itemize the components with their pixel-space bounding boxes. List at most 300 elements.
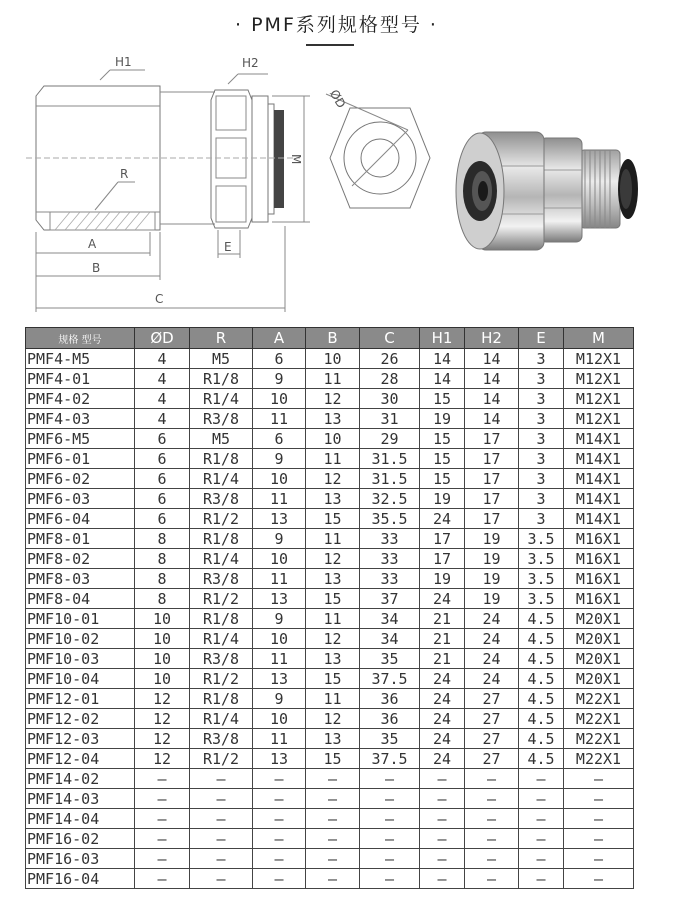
spec-cell: 24	[420, 669, 465, 689]
spec-cell: 3.5	[519, 569, 564, 589]
spec-cell: 11	[253, 649, 306, 669]
spec-table	[25, 327, 634, 889]
spec-cell: 10	[253, 469, 306, 489]
spec-cell: 24	[420, 729, 465, 749]
spec-cell: 15	[306, 749, 360, 769]
table-row	[26, 509, 634, 529]
table-row	[26, 829, 634, 849]
spec-cell: 4	[135, 369, 190, 389]
spec-cell: M20X1	[564, 669, 634, 689]
spec-cell: 3	[519, 509, 564, 529]
spec-cell: 27	[465, 729, 519, 749]
spec-cell: 13	[253, 589, 306, 609]
spec-cell: —	[519, 829, 564, 849]
model-cell: PMF10-02	[26, 629, 135, 649]
spec-cell: 13	[306, 649, 360, 669]
spec-cell: 15	[306, 669, 360, 689]
spec-cell: R1/8	[190, 369, 253, 389]
spec-cell: 10	[253, 549, 306, 569]
table-row	[26, 669, 634, 689]
spec-cell: 21	[420, 649, 465, 669]
spec-cell: R3/8	[190, 409, 253, 429]
spec-cell: R3/8	[190, 569, 253, 589]
model-cell: PMF8-04	[26, 589, 135, 609]
spec-cell: 11	[253, 489, 306, 509]
model-cell: PMF14-04	[26, 809, 135, 829]
model-cell: PMF4-01	[26, 369, 135, 389]
spec-cell: 4.5	[519, 649, 564, 669]
spec-cell: 12	[135, 689, 190, 709]
model-cell: PMF16-02	[26, 829, 135, 849]
spec-cell: R3/8	[190, 489, 253, 509]
spec-cell: —	[564, 869, 634, 889]
model-cell: PMF8-01	[26, 529, 135, 549]
spec-cell: 24	[465, 649, 519, 669]
spec-cell: M22X1	[564, 709, 634, 729]
column-header: E	[519, 328, 564, 349]
dim-od: ØD	[326, 87, 349, 111]
page-title: · PMF系列规格型号 ·	[235, 14, 438, 36]
column-header: B	[306, 328, 360, 349]
column-header: H2	[465, 328, 519, 349]
spec-cell: M14X1	[564, 489, 634, 509]
model-cell: PMF6-M5	[26, 429, 135, 449]
spec-cell: —	[360, 809, 420, 829]
table-row	[26, 609, 634, 629]
spec-cell: 3	[519, 449, 564, 469]
spec-cell: 12	[135, 729, 190, 749]
spec-cell: —	[306, 849, 360, 869]
spec-cell: 8	[135, 549, 190, 569]
spec-cell: —	[190, 809, 253, 829]
model-cell: PMF4-M5	[26, 349, 135, 369]
spec-cell: 35.5	[360, 509, 420, 529]
spec-cell: —	[306, 769, 360, 789]
column-header: A	[253, 328, 306, 349]
spec-cell: 4.5	[519, 669, 564, 689]
spec-cell: 13	[306, 489, 360, 509]
table-row	[26, 809, 634, 829]
model-cell: PMF10-04	[26, 669, 135, 689]
spec-cell: 30	[360, 389, 420, 409]
spec-cell: 33	[360, 569, 420, 589]
spec-cell: 11	[306, 369, 360, 389]
spec-cell: 10	[135, 629, 190, 649]
table-row	[26, 769, 634, 789]
model-cell: PMF6-02	[26, 469, 135, 489]
spec-cell: 12	[306, 629, 360, 649]
spec-cell: 11	[306, 689, 360, 709]
model-cell: PMF6-03	[26, 489, 135, 509]
spec-cell: M22X1	[564, 689, 634, 709]
spec-cell: M14X1	[564, 509, 634, 529]
spec-cell: 17	[465, 509, 519, 529]
spec-cell: —	[465, 829, 519, 849]
spec-cell: —	[135, 809, 190, 829]
table-row	[26, 409, 634, 429]
spec-cell: M14X1	[564, 469, 634, 489]
spec-cell: 9	[253, 529, 306, 549]
spec-cell: 6	[135, 469, 190, 489]
spec-cell: —	[564, 849, 634, 869]
spec-cell: —	[420, 829, 465, 849]
spec-cell: —	[465, 849, 519, 869]
spec-cell: —	[465, 809, 519, 829]
spec-cell: 31.5	[360, 469, 420, 489]
spec-cell: 10	[253, 389, 306, 409]
spec-cell: 4.5	[519, 729, 564, 749]
spec-cell: —	[420, 849, 465, 869]
table-row	[26, 449, 634, 469]
spec-cell: R1/4	[190, 469, 253, 489]
spec-cell: R1/8	[190, 609, 253, 629]
spec-cell: 15	[420, 469, 465, 489]
spec-cell: 13	[306, 729, 360, 749]
column-header: ØD	[135, 328, 190, 349]
spec-cell: 24	[420, 509, 465, 529]
spec-cell: 11	[306, 449, 360, 469]
spec-cell: R1/8	[190, 689, 253, 709]
spec-cell: M16X1	[564, 529, 634, 549]
spec-cell: 26	[360, 349, 420, 369]
model-cell: PMF10-03	[26, 649, 135, 669]
spec-cell: 33	[360, 549, 420, 569]
spec-cell: 10	[253, 629, 306, 649]
spec-cell: —	[253, 769, 306, 789]
spec-cell: 14	[465, 409, 519, 429]
spec-cell: —	[360, 769, 420, 789]
spec-cell: M22X1	[564, 729, 634, 749]
spec-cell: 15	[420, 429, 465, 449]
spec-cell: 14	[465, 349, 519, 369]
model-cell: PMF8-02	[26, 549, 135, 569]
spec-cell: 3	[519, 389, 564, 409]
spec-cell: 4	[135, 349, 190, 369]
spec-cell: 37.5	[360, 669, 420, 689]
spec-cell: 24	[420, 689, 465, 709]
dim-r: R	[120, 167, 129, 181]
spec-cell: 24	[465, 629, 519, 649]
spec-cell: 12	[306, 469, 360, 489]
spec-cell: 8	[135, 589, 190, 609]
spec-cell: 27	[465, 689, 519, 709]
table-row	[26, 369, 634, 389]
spec-cell: 17	[420, 529, 465, 549]
spec-cell: —	[135, 789, 190, 809]
spec-cell: —	[564, 789, 634, 809]
spec-cell: —	[465, 869, 519, 889]
spec-cell: 29	[360, 429, 420, 449]
spec-cell: 14	[420, 369, 465, 389]
spec-cell: 31.5	[360, 449, 420, 469]
spec-cell: 10	[306, 429, 360, 449]
spec-cell: 4.5	[519, 749, 564, 769]
spec-cell: 27	[465, 709, 519, 729]
table-row	[26, 709, 634, 729]
table-row	[26, 489, 634, 509]
model-cell: PMF12-03	[26, 729, 135, 749]
spec-cell: 19	[465, 549, 519, 569]
spec-cell: —	[465, 789, 519, 809]
spec-cell: 10	[135, 649, 190, 669]
spec-cell: 6	[253, 429, 306, 449]
spec-cell: —	[360, 829, 420, 849]
spec-cell: M16X1	[564, 549, 634, 569]
table-row	[26, 429, 634, 449]
table-row	[26, 749, 634, 769]
spec-cell: 4	[135, 389, 190, 409]
spec-cell: 14	[420, 349, 465, 369]
table-row	[26, 469, 634, 489]
spec-cell: 19	[465, 569, 519, 589]
model-cell: PMF8-03	[26, 569, 135, 589]
spec-cell: 15	[306, 509, 360, 529]
spec-cell: —	[420, 809, 465, 829]
spec-cell: 12	[306, 389, 360, 409]
table-row	[26, 729, 634, 749]
dim-h2: H2	[242, 56, 259, 70]
spec-cell: 34	[360, 609, 420, 629]
spec-cell: —	[135, 849, 190, 869]
spec-cell: —	[420, 769, 465, 789]
spec-cell: —	[420, 869, 465, 889]
spec-cell: —	[465, 769, 519, 789]
spec-cell: 14	[465, 369, 519, 389]
spec-cell: 21	[420, 609, 465, 629]
spec-cell: R1/4	[190, 549, 253, 569]
spec-cell: 10	[306, 349, 360, 369]
spec-cell: 8	[135, 569, 190, 589]
table-row	[26, 349, 634, 369]
spec-cell: 19	[420, 489, 465, 509]
spec-cell: 24	[465, 669, 519, 689]
spec-cell: —	[306, 809, 360, 829]
spec-cell: R1/4	[190, 629, 253, 649]
spec-cell: 6	[253, 349, 306, 369]
spec-cell: 24	[420, 749, 465, 769]
spec-cell: 13	[253, 669, 306, 689]
spec-cell: 9	[253, 449, 306, 469]
spec-cell: 15	[306, 589, 360, 609]
spec-cell: —	[306, 869, 360, 889]
spec-cell: 3.5	[519, 549, 564, 569]
spec-cell: 13	[306, 409, 360, 429]
spec-cell: —	[519, 789, 564, 809]
model-cell: PMF12-02	[26, 709, 135, 729]
spec-cell: R1/2	[190, 749, 253, 769]
spec-cell: 17	[465, 469, 519, 489]
dim-b: B	[92, 261, 101, 275]
spec-cell: —	[564, 769, 634, 789]
spec-cell: 15	[420, 449, 465, 469]
spec-cell: R1/2	[190, 509, 253, 529]
table-row	[26, 849, 634, 869]
spec-cell: 35	[360, 649, 420, 669]
spec-cell: 17	[465, 429, 519, 449]
table-row	[26, 569, 634, 589]
spec-cell: 19	[465, 529, 519, 549]
spec-cell: M14X1	[564, 449, 634, 469]
spec-cell: 12	[135, 709, 190, 729]
spec-cell: 37	[360, 589, 420, 609]
table-row	[26, 689, 634, 709]
side-view	[26, 55, 310, 312]
spec-cell: R3/8	[190, 649, 253, 669]
spec-cell: 6	[135, 429, 190, 449]
model-cell: PMF14-03	[26, 789, 135, 809]
spec-cell: —	[360, 789, 420, 809]
spec-cell: —	[135, 769, 190, 789]
spec-cell: —	[135, 829, 190, 849]
dim-c: C	[155, 292, 164, 306]
table-row	[26, 549, 634, 569]
spec-cell: M5	[190, 349, 253, 369]
table-row	[26, 629, 634, 649]
spec-cell: 6	[135, 509, 190, 529]
spec-cell: M16X1	[564, 569, 634, 589]
spec-cell: 36	[360, 689, 420, 709]
spec-cell: 11	[253, 729, 306, 749]
spec-cell: —	[253, 869, 306, 889]
spec-cell: M12X1	[564, 389, 634, 409]
spec-cell: 11	[306, 529, 360, 549]
spec-cell: 4	[135, 409, 190, 429]
end-view	[326, 87, 430, 208]
spec-cell: 8	[135, 529, 190, 549]
spec-cell: 13	[253, 749, 306, 769]
spec-cell: 14	[465, 389, 519, 409]
spec-cell: —	[306, 829, 360, 849]
dim-h1: H1	[115, 55, 132, 69]
spec-cell: M14X1	[564, 429, 634, 449]
table-row	[26, 389, 634, 409]
spec-cell: 27	[465, 749, 519, 769]
table-row	[26, 869, 634, 889]
model-cell: PMF16-03	[26, 849, 135, 869]
spec-cell: —	[306, 789, 360, 809]
table-row	[26, 789, 634, 809]
spec-cell: 32.5	[360, 489, 420, 509]
spec-cell: 10	[135, 669, 190, 689]
spec-cell: 13	[253, 509, 306, 529]
model-cell: PMF6-04	[26, 509, 135, 529]
spec-cell: R1/8	[190, 529, 253, 549]
spec-cell: —	[360, 869, 420, 889]
spec-cell: 3	[519, 369, 564, 389]
column-header: C	[360, 328, 420, 349]
spec-cell: —	[190, 769, 253, 789]
spec-cell: —	[519, 809, 564, 829]
model-cell: PMF4-02	[26, 389, 135, 409]
spec-cell: 35	[360, 729, 420, 749]
spec-cell: 4.5	[519, 689, 564, 709]
spec-cell: 4.5	[519, 629, 564, 649]
spec-cell: 9	[253, 609, 306, 629]
spec-cell: —	[190, 789, 253, 809]
spec-cell: —	[253, 809, 306, 829]
model-cell: PMF14-02	[26, 769, 135, 789]
spec-cell: —	[253, 789, 306, 809]
table-row	[26, 589, 634, 609]
fitting-photo	[456, 132, 638, 250]
spec-cell: —	[519, 849, 564, 869]
spec-cell: 3	[519, 469, 564, 489]
spec-cell: —	[253, 829, 306, 849]
spec-cell: 10	[253, 709, 306, 729]
table-row	[26, 529, 634, 549]
spec-cell: 34	[360, 629, 420, 649]
spec-cell: —	[253, 849, 306, 869]
spec-cell: 36	[360, 709, 420, 729]
model-cell: PMF4-03	[26, 409, 135, 429]
spec-cell: 4.5	[519, 609, 564, 629]
spec-cell: 4.5	[519, 709, 564, 729]
spec-cell: 3	[519, 489, 564, 509]
spec-cell: 28	[360, 369, 420, 389]
spec-cell: 9	[253, 369, 306, 389]
spec-cell: 37.5	[360, 749, 420, 769]
spec-cell: 3	[519, 429, 564, 449]
spec-cell: 24	[465, 609, 519, 629]
spec-cell: 24	[420, 709, 465, 729]
spec-cell: M12X1	[564, 349, 634, 369]
column-header: H1	[420, 328, 465, 349]
spec-cell: 10	[135, 609, 190, 629]
spec-cell: M20X1	[564, 649, 634, 669]
spec-cell: 19	[420, 569, 465, 589]
spec-cell: 31	[360, 409, 420, 429]
dim-e: E	[224, 240, 232, 254]
table-body	[26, 349, 634, 889]
spec-cell: —	[564, 809, 634, 829]
title-underline	[306, 44, 354, 46]
table-header-row	[26, 328, 634, 349]
spec-cell: 3	[519, 409, 564, 429]
spec-cell: 3.5	[519, 529, 564, 549]
spec-cell: —	[190, 849, 253, 869]
spec-cell: —	[190, 869, 253, 889]
column-header: R	[190, 328, 253, 349]
spec-cell: 12	[306, 709, 360, 729]
spec-cell: 33	[360, 529, 420, 549]
spec-cell: M12X1	[564, 409, 634, 429]
spec-cell: R1/2	[190, 669, 253, 689]
spec-cell: M20X1	[564, 629, 634, 649]
model-cell: PMF16-04	[26, 869, 135, 889]
spec-cell: M20X1	[564, 609, 634, 629]
spec-cell: R1/4	[190, 709, 253, 729]
spec-cell: 11	[253, 569, 306, 589]
spec-cell: —	[190, 829, 253, 849]
spec-cell: 12	[306, 549, 360, 569]
spec-cell: 19	[465, 589, 519, 609]
spec-cell: M12X1	[564, 369, 634, 389]
spec-cell: M22X1	[564, 749, 634, 769]
spec-cell: M16X1	[564, 589, 634, 609]
technical-drawing	[0, 50, 673, 320]
spec-cell: R3/8	[190, 729, 253, 749]
spec-cell: 9	[253, 689, 306, 709]
table-row	[26, 649, 634, 669]
model-cell: PMF6-01	[26, 449, 135, 469]
spec-cell: —	[564, 829, 634, 849]
spec-cell: R1/4	[190, 389, 253, 409]
spec-cell: —	[519, 769, 564, 789]
column-header: M	[564, 328, 634, 349]
column-header: 规格 型号	[26, 328, 135, 349]
spec-cell: 15	[420, 389, 465, 409]
spec-cell: R1/8	[190, 449, 253, 469]
